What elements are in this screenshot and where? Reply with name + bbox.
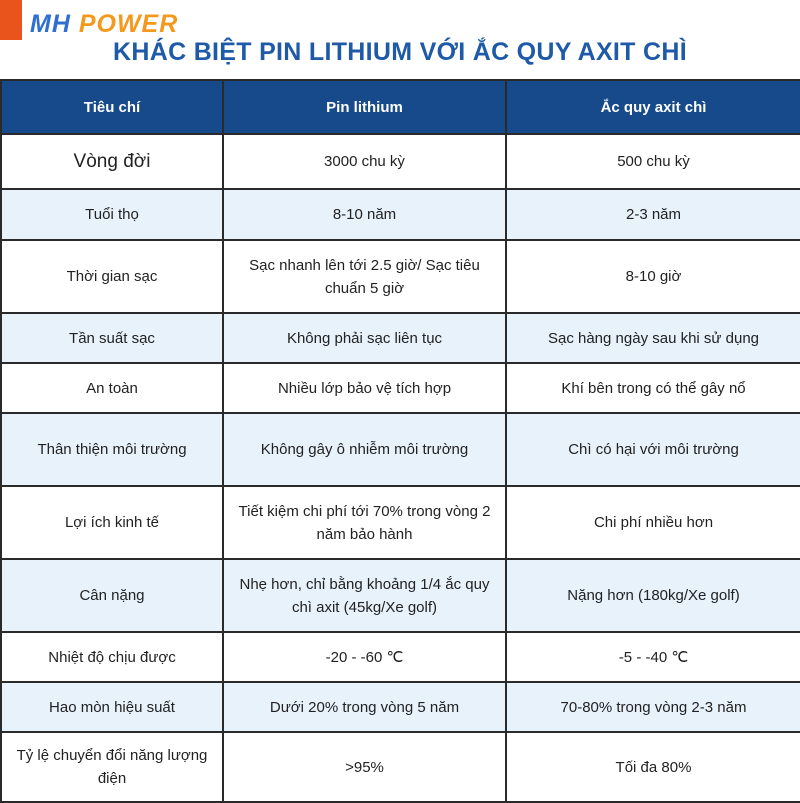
criteria-cell: Nhiệt độ chịu được — [1, 632, 223, 682]
lithium-cell: Nhẹ hơn, chỉ bằng khoảng 1/4 ắc quy chì axit (45kg/Xe golf) — [223, 559, 506, 632]
comparison-table — [0, 79, 800, 803]
criteria-cell: Thân thiện môi trường — [1, 413, 223, 486]
header-criteria: Tiêu chí — [1, 80, 223, 134]
table-row — [1, 363, 800, 413]
lead-acid-cell: Khí bên trong có thể gây nổ — [506, 363, 800, 413]
lithium-cell: 3000 chu kỳ — [223, 134, 506, 189]
criteria-cell: Tuổi thọ — [1, 189, 223, 240]
logo-accent: POWER — [78, 10, 179, 38]
criteria-cell: Vòng đời — [1, 134, 223, 189]
lead-acid-cell: 8-10 giờ — [506, 240, 800, 313]
criteria-cell: An toàn — [1, 363, 223, 413]
lead-acid-cell: Tối đa 80% — [506, 732, 800, 802]
criteria-cell: Thời gian sạc — [1, 240, 223, 313]
lithium-cell: Không phải sạc liên tục — [223, 313, 506, 363]
lead-acid-cell: Chi phí nhiều hơn — [506, 486, 800, 559]
table-row — [1, 632, 800, 682]
table-row — [1, 134, 800, 189]
header-lead-acid: Ắc quy axit chì — [506, 80, 800, 134]
table-row — [1, 313, 800, 363]
lead-acid-cell: 500 chu kỳ — [506, 134, 800, 189]
lithium-cell: 8-10 năm — [223, 189, 506, 240]
lead-acid-cell: Nặng hơn (180kg/Xe golf) — [506, 559, 800, 632]
lead-acid-cell: 2-3 năm — [506, 189, 800, 240]
lead-acid-cell: -5 - -40 ℃ — [506, 632, 800, 682]
lead-acid-cell: Sạc hàng ngày sau khi sử dụng — [506, 313, 800, 363]
criteria-cell: Hao mòn hiệu suất — [1, 682, 223, 732]
header-lithium: Pin lithium — [223, 80, 506, 134]
logo-main: MH — [30, 10, 71, 38]
criteria-cell: Lợi ích kinh tế — [1, 486, 223, 559]
lithium-cell: >95% — [223, 732, 506, 802]
lithium-cell: Không gây ô nhiễm môi trường — [223, 413, 506, 486]
lithium-cell: -20 - -60 ℃ — [223, 632, 506, 682]
lithium-cell: Dưới 20% trong vòng 5 năm — [223, 682, 506, 732]
lithium-cell: Nhiều lớp bảo vệ tích hợp — [223, 363, 506, 413]
table-row — [1, 682, 800, 732]
logo-accent-bar — [0, 0, 22, 40]
table-row — [1, 413, 800, 486]
table-row — [1, 559, 800, 632]
table-row — [1, 189, 800, 240]
lead-acid-cell: 70-80% trong vòng 2-3 năm — [506, 682, 800, 732]
table-row — [1, 486, 800, 559]
brand-logo — [30, 10, 178, 39]
lead-acid-cell: Chì có hại với môi trường — [506, 413, 800, 486]
lithium-cell: Sạc nhanh lên tới 2.5 giờ/ Sạc tiêu chuẩn 5 giờ — [223, 240, 506, 313]
criteria-cell: Cân nặng — [1, 559, 223, 632]
criteria-cell: Tần suất sạc — [1, 313, 223, 363]
lithium-cell: Tiết kiệm chi phí tới 70% trong vòng 2 năm bảo hành — [223, 486, 506, 559]
table-row — [1, 240, 800, 313]
criteria-cell: Tỷ lệ chuyển đổi năng lượng điện — [1, 732, 223, 802]
table-header-row — [1, 80, 800, 134]
table-row — [1, 732, 800, 802]
page-title: KHÁC BIỆT PIN LITHIUM VỚI ẮC QUY AXIT CHÌ — [113, 38, 687, 66]
